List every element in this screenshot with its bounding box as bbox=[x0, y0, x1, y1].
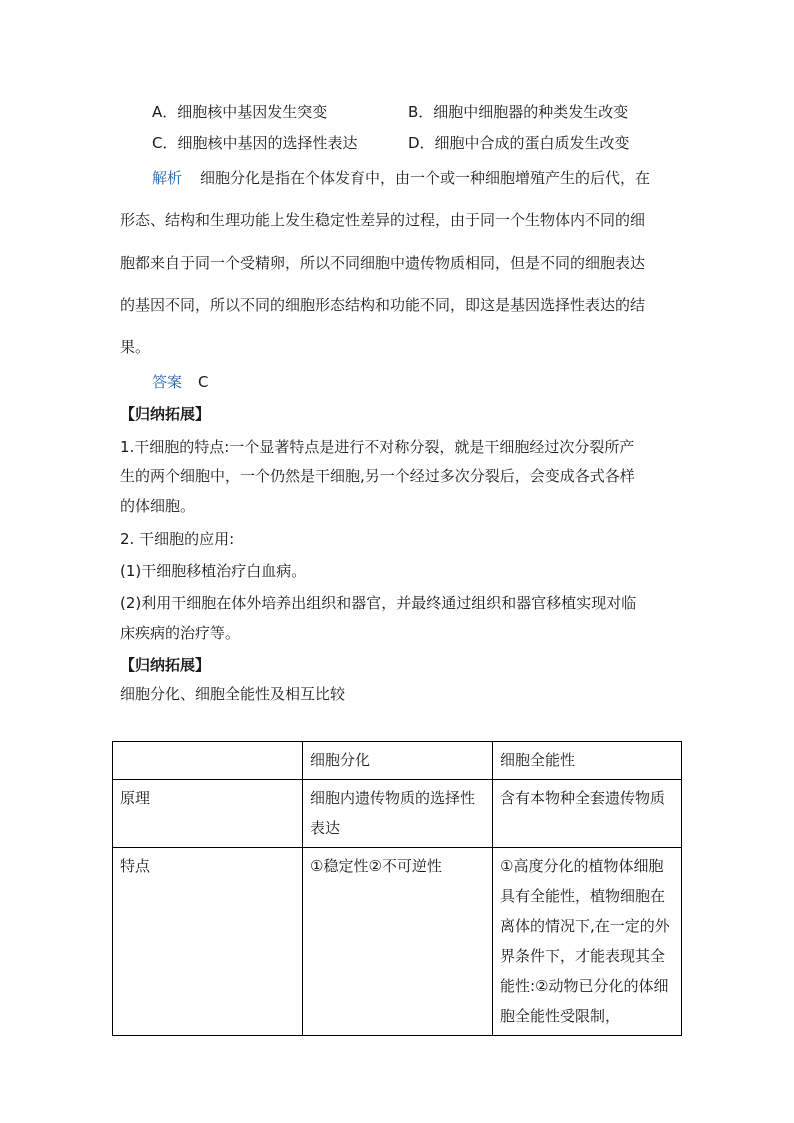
analysis-line: 胞都来自于同一个受精卵，所以不同细胞中遗传物质相同，但是不同的细胞表达 bbox=[120, 254, 646, 272]
analysis-label: 解析 bbox=[152, 169, 183, 187]
analysis-line: 的基因不同，所以不同的细胞形态结构和功能不同，即这是基因选择性表达的结 bbox=[120, 296, 646, 314]
table-header-cell bbox=[113, 742, 303, 780]
option-b: B．细胞中细胞器的种类发生改变 bbox=[408, 103, 629, 121]
analysis-line: 果。 bbox=[120, 338, 151, 356]
table-cell: 特点 bbox=[113, 848, 303, 1036]
table-cell: 原理 bbox=[113, 780, 303, 848]
answer-value: C bbox=[198, 373, 209, 391]
table-cell: 细胞内遗传物质的选择性表达 bbox=[303, 780, 493, 848]
summary-line: 生的两个细胞中，一个仍然是干细胞,另一个经过多次分裂后，会变成各式各样 bbox=[120, 467, 635, 485]
summary-heading: 【归纳拓展】 bbox=[120, 656, 211, 674]
option-a: A．细胞核中基因发生突变 bbox=[152, 103, 328, 121]
summary-line: 2. 干细胞的应用: bbox=[120, 530, 235, 548]
table-cell: ①高度分化的植物体细胞具有全能性，植物细胞在离体的情况下,在一定的外界条件下，才能表现其全能性:②动物已分化的体细胞全能性受限制， bbox=[493, 848, 682, 1036]
table-row bbox=[113, 780, 682, 848]
summary-line: 的体细胞。 bbox=[120, 497, 196, 515]
table-header-cell: 细胞全能性 bbox=[493, 742, 682, 780]
table-cell: 含有本物种全套遗传物质 bbox=[493, 780, 682, 848]
option-c: C．细胞核中基因的选择性表达 bbox=[152, 134, 358, 152]
comparison-table bbox=[112, 741, 682, 1036]
answer-label: 答案 bbox=[152, 373, 183, 391]
option-d: D．细胞中合成的蛋白质发生改变 bbox=[408, 134, 630, 152]
summary-subtitle: 细胞分化、细胞全能性及相互比较 bbox=[120, 685, 346, 703]
summary-heading: 【归纳拓展】 bbox=[120, 405, 211, 423]
analysis-line: 细胞分化是指在个体发育中，由一个或一种细胞增殖产生的后代，在 bbox=[200, 169, 651, 187]
table-header-cell: 细胞分化 bbox=[303, 742, 493, 780]
answer-line bbox=[152, 372, 209, 392]
summary-line: 床疾病的治疗等。 bbox=[120, 624, 241, 642]
table-cell: ①稳定性②不可逆性 bbox=[303, 848, 493, 1036]
table-row bbox=[113, 848, 682, 1036]
table-header-row bbox=[113, 742, 682, 780]
analysis-line: 形态、结构和生理功能上发生稳定性差异的过程，由于同一个生物体内不同的细 bbox=[120, 211, 646, 229]
summary-line: 1.干细胞的特点:一个显著特点是进行不对称分裂，就是干细胞经过次分裂所产 bbox=[120, 438, 635, 456]
summary-line: (2)利用干细胞在体外培养出组织和器官，并最终通过组织和器官移植实现对临 bbox=[120, 594, 637, 612]
summary-line: (1)干细胞移植治疗白血病。 bbox=[120, 562, 307, 580]
